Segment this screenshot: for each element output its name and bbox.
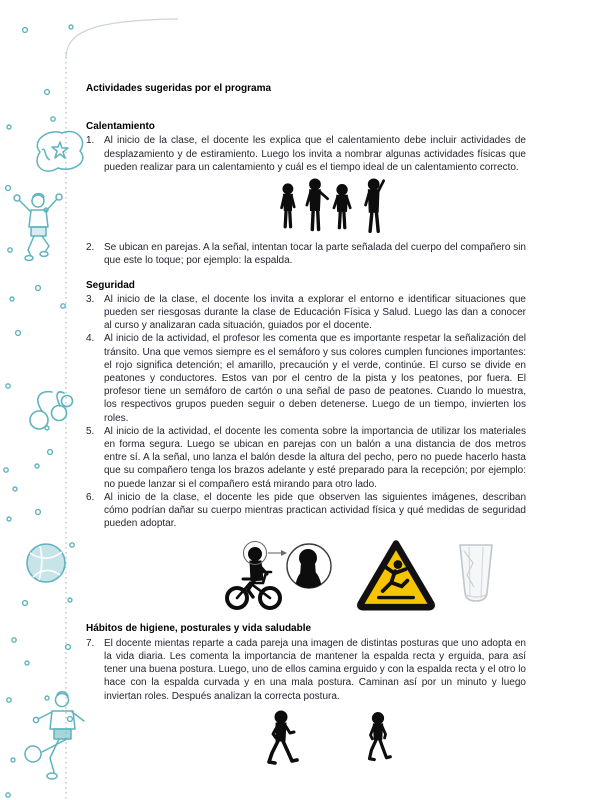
walking-children-illustration (262, 709, 526, 767)
list-item-5 (86, 425, 526, 491)
list-item-1 (86, 134, 526, 174)
page-title: Actividades sugeridas por el programa (86, 83, 272, 94)
slip-warning-triangle-icon (352, 537, 440, 611)
item-number: 1. (86, 135, 95, 147)
item-text: Al inicio de la actividad, el docente les comenta sobre la importancia de utilizar los materiales en forma segura. Luego se ubican en parejas con un balón a una distancia de dos metros entre sí. A la señal, uno lanza el balón desde la altura del pecho, pero no puede hacerlo hasta que su compañero tenga los brazos adelante y esté preparado para la recepción; por ejemplo: no puede lanzar si el compañero está mirando para otro lado. (104, 425, 526, 490)
section-heading-calentamiento: Calentamiento (86, 121, 155, 133)
item-number: 2. (86, 242, 95, 254)
walking-child-silhouette-2 (362, 709, 394, 765)
item-text: Al inicio de la clase, el docente los invita a explorar el entorno e identificar situaciones que pueden ser riesgosas durante la clase de Educación Física y Salud. Luego las dan a conocer al curso y analizaran cada situación, guiados por el docente. (104, 293, 526, 332)
item-text: Se ubican en parejas. A la señal, intentan tocar la parte señalada del cuerpo del compañero sin que este lo toque; por ejemplo: la espalda. (104, 242, 526, 267)
item-number: 4. (86, 333, 95, 345)
item-number: 6. (86, 491, 95, 503)
teal-dots (4, 25, 74, 797)
item-text: Al inicio de la clase, el docente les pide que observen las siguientes imágenes, describan cómo podrían dañar su cuerpo mientras practican actividad física y qué medidas de seguridad pueden adoptar. (104, 491, 526, 530)
item-number: 5. (86, 425, 95, 437)
section-heading-habitos: Hábitos de higiene, posturales y vida saludable (86, 623, 312, 635)
document-content (86, 82, 526, 767)
list-item-3 (86, 293, 526, 333)
item-text: Al inicio de la actividad, el profesor les comenta que es importante respetar la señalización del tránsito. Una que vemos siempre es el semáforo y sus colores cumplen funciones importantes: el rojo significa detención; el amarillo, precaución y el verde, continúe. El curso se divide en peatones y conductores. Estos van por el centro de la pista y los peatones, por fuera. El profesor tiene un semáforo de cartón o una señal de paso de peatones. Cuando lo muestra, los respectivos grupos pueden seguir o deben detenerse. Luego de un tiempo, invierten los roles. (104, 333, 526, 424)
section-heading-seguridad: Seguridad (86, 279, 135, 291)
item-number: 7. (86, 637, 95, 649)
item-text: Al inicio de la clase, el docente les explica que el calentamiento debe incluir actividades de desplazamiento y de estiramiento. Luego los invita a nombrar algunas actividades físicas que pueden realizar para un calentamiento y cuál es el tiempo ideal de un calentamiento correcto. (104, 135, 526, 173)
list-item-4 (86, 332, 526, 424)
list-item-6 (86, 491, 526, 531)
kicking-kid-doodle (25, 692, 84, 779)
safety-images-row (221, 537, 526, 611)
children-standing-group-illustration (271, 178, 396, 234)
cheering-kid-doodle (14, 194, 62, 261)
drinking-glass-image (453, 543, 499, 603)
cherries-doodle (30, 392, 73, 429)
basketball-doodle (27, 544, 65, 582)
list-item-2 (86, 241, 526, 267)
child-on-bicycle-illustration (221, 539, 332, 611)
crumpled-paper-doodle (37, 131, 83, 171)
walking-child-silhouette-1 (262, 709, 302, 767)
item-text: El docente mientas reparte a cada pareja una imagen de distintas posturas que uno adopta en la vida diaria. Les comenta la importancia de mantener la espalda recta y erguida, para así tener una buena postura. Luego, uno de ellos camina erguido y con la espalda recta y el otro lo hace con la espalda curvada y en una mala postura. Caminan así por un minuto y luego inviertan roles. Después analizan la correcta postura. (104, 637, 526, 702)
item-number: 3. (86, 293, 95, 305)
list-item-7 (86, 637, 526, 703)
